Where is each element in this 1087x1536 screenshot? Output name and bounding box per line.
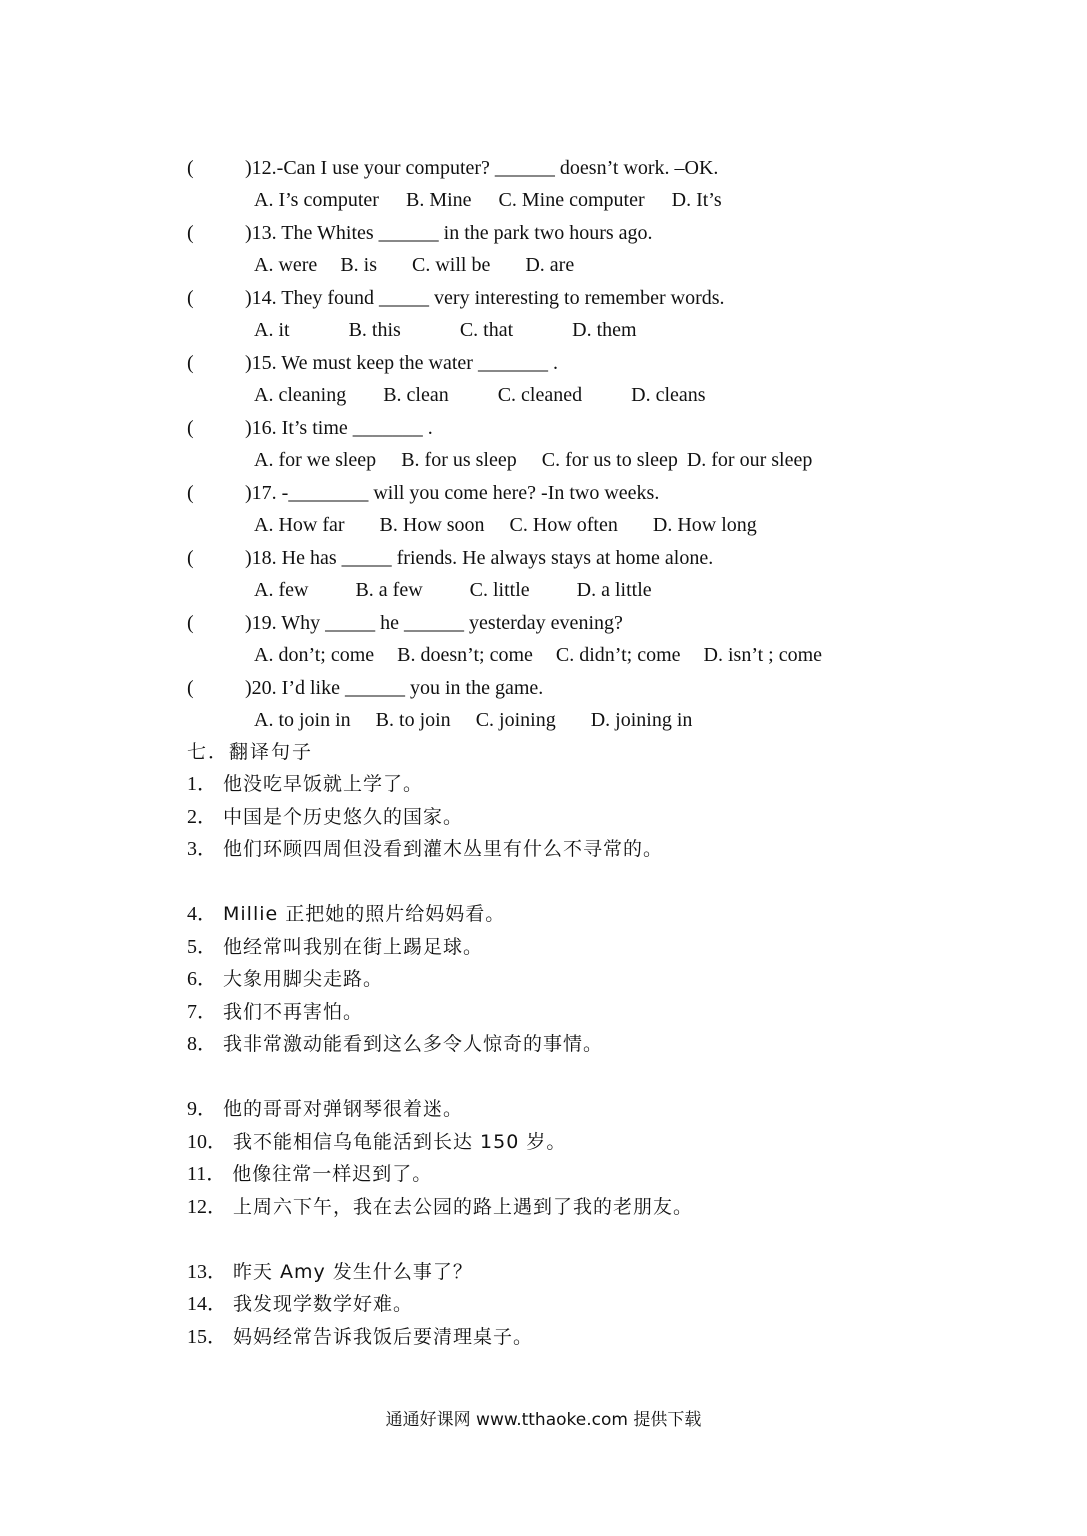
answer-blank-paren: ( (187, 352, 194, 374)
option-a: A. for we sleep (254, 449, 377, 471)
translation-item (187, 835, 663, 863)
item-number: 3． (187, 838, 217, 860)
question-15-options (254, 382, 728, 408)
translation-item (187, 900, 505, 928)
item-text: 我非常激动能看到这么多令人惊奇的事情。 (223, 1033, 604, 1055)
item-number: 10． (187, 1131, 227, 1153)
translation-item (187, 1160, 432, 1188)
option-a: A. were (254, 254, 318, 276)
item-text: 他们环顾四周但没看到灌木丛里有什么不寻常的。 (223, 838, 664, 860)
question-20-options (254, 707, 714, 733)
translation-item (187, 1323, 533, 1351)
option-c: C. How often (509, 514, 618, 536)
option-d: D. It’s (671, 189, 722, 211)
option-b: B. this (348, 319, 401, 341)
question-17-options (254, 512, 779, 538)
option-c: C. joining (475, 709, 556, 731)
answer-blank-paren: ( (187, 612, 194, 634)
question-text: )13. The Whites ______ in the park two hours ago. (245, 222, 653, 244)
question-text: )18. He has _____ friends. He always stays at home alone. (245, 547, 714, 569)
option-c: C. cleaned (497, 384, 583, 406)
option-a: A. few (254, 579, 309, 601)
item-number: 11． (187, 1163, 227, 1185)
translation-item (187, 1128, 566, 1156)
answer-blank-paren: ( (187, 547, 194, 569)
item-text: 他经常叫我别在街上踢足球。 (223, 936, 484, 958)
item-number: 2． (187, 806, 217, 828)
option-a: A. it (254, 319, 290, 341)
option-d: D. How long (652, 514, 757, 536)
question-14-options (254, 317, 659, 343)
option-b: B. is (340, 254, 377, 276)
option-c: C. Mine computer (498, 189, 645, 211)
option-d: D. are (525, 254, 575, 276)
translation-item (187, 770, 423, 798)
translation-item (187, 998, 363, 1026)
question-text: )16. It’s time _______ . (245, 417, 433, 439)
option-d: D. for our sleep (686, 449, 813, 471)
question-text: )14. They found _____ very interesting to remember words. (245, 287, 725, 309)
item-number: 5． (187, 936, 217, 958)
option-b: B. a few (355, 579, 423, 601)
question-text: )12.-Can I use your computer? ______ doesn’t work. –OK. (245, 157, 719, 179)
option-b: B. clean (383, 384, 449, 406)
option-a: A. cleaning (254, 384, 347, 406)
item-number: 6． (187, 968, 217, 990)
option-b: B. How soon (379, 514, 485, 536)
option-c: C. that (459, 319, 514, 341)
page-footer: 通通好课网 www.tthaoke.com 提供下载 (385, 1410, 702, 1430)
option-d: D. a little (576, 579, 652, 601)
option-a: A. to join in (254, 709, 351, 731)
question-text: )17. -________ will you come here? -In two weeks. (245, 482, 660, 504)
item-number: 7． (187, 1001, 217, 1023)
option-a: A. don’t; come (254, 644, 375, 666)
answer-blank-paren: ( (187, 482, 194, 504)
translation-item (187, 965, 383, 993)
item-number: 14． (187, 1293, 227, 1315)
option-b: B. for us sleep (401, 449, 517, 471)
item-number: 15． (187, 1326, 227, 1348)
question-text: )20. I’d like ______ you in the game. (245, 677, 544, 699)
item-number: 4． (187, 903, 217, 925)
item-text: 妈妈经常告诉我饭后要清理桌子。 (233, 1326, 534, 1348)
item-text: 大象用脚尖走路。 (223, 968, 384, 990)
item-text: Millie 正把她的照片给妈妈看。 (223, 903, 506, 925)
section-title-translation: 七．翻译句子 (187, 741, 314, 763)
item-number: 8． (187, 1033, 217, 1055)
option-c: C. will be (412, 254, 491, 276)
question-text: )15. We must keep the water _______ . (245, 352, 558, 374)
item-number: 12． (187, 1196, 227, 1218)
translation-item (187, 1095, 463, 1123)
option-b: B. Mine (405, 189, 472, 211)
item-text: 我不能相信乌龟能活到长达 150 岁。 (233, 1131, 567, 1153)
translation-item (187, 1030, 603, 1058)
option-c: C. for us to sleep (541, 449, 678, 471)
answer-blank-paren: ( (187, 677, 194, 699)
option-a: A. How far (254, 514, 345, 536)
question-16-options (254, 447, 834, 473)
option-c: C. little (469, 579, 530, 601)
translation-item (187, 1193, 693, 1221)
item-text: 昨天 Amy 发生什么事了？ (233, 1261, 473, 1283)
item-number: 9． (187, 1098, 217, 1120)
translation-item (187, 933, 483, 961)
option-a: A. I’s computer (254, 189, 379, 211)
answer-blank-paren: ( (187, 287, 194, 309)
item-number: 1． (187, 773, 217, 795)
question-12-options (254, 187, 744, 213)
item-text: 我们不再害怕。 (223, 1001, 364, 1023)
item-number: 13． (187, 1261, 227, 1283)
option-c: C. didn’t; come (555, 644, 681, 666)
option-d: D. isn’t ; come (703, 644, 823, 666)
answer-blank-paren: ( (187, 222, 194, 244)
question-19-options (254, 642, 844, 668)
question-13-options (254, 252, 596, 278)
item-text: 我发现学数学好难。 (233, 1293, 414, 1315)
option-d: D. cleans (631, 384, 706, 406)
item-text: 他的哥哥对弹钢琴很着迷。 (223, 1098, 464, 1120)
translation-item (187, 1290, 413, 1318)
option-b: B. doesn’t; come (397, 644, 533, 666)
question-text: )19. Why _____ he ______ yesterday evening? (245, 612, 623, 634)
option-d: D. them (572, 319, 637, 341)
item-text: 他像往常一样迟到了。 (232, 1163, 433, 1185)
item-text: 上周六下午，我在去公园的路上遇到了我的老朋友。 (233, 1196, 694, 1218)
item-text: 中国是个历史悠久的国家。 (223, 806, 464, 828)
option-b: B. to join (375, 709, 451, 731)
question-18-options (254, 577, 674, 603)
translation-item (187, 803, 463, 831)
item-text: 他没吃早饭就上学了。 (223, 773, 424, 795)
translation-item (187, 1258, 473, 1286)
answer-blank-paren: ( (187, 157, 194, 179)
answer-blank-paren: ( (187, 417, 194, 439)
option-d: D. joining in (590, 709, 693, 731)
